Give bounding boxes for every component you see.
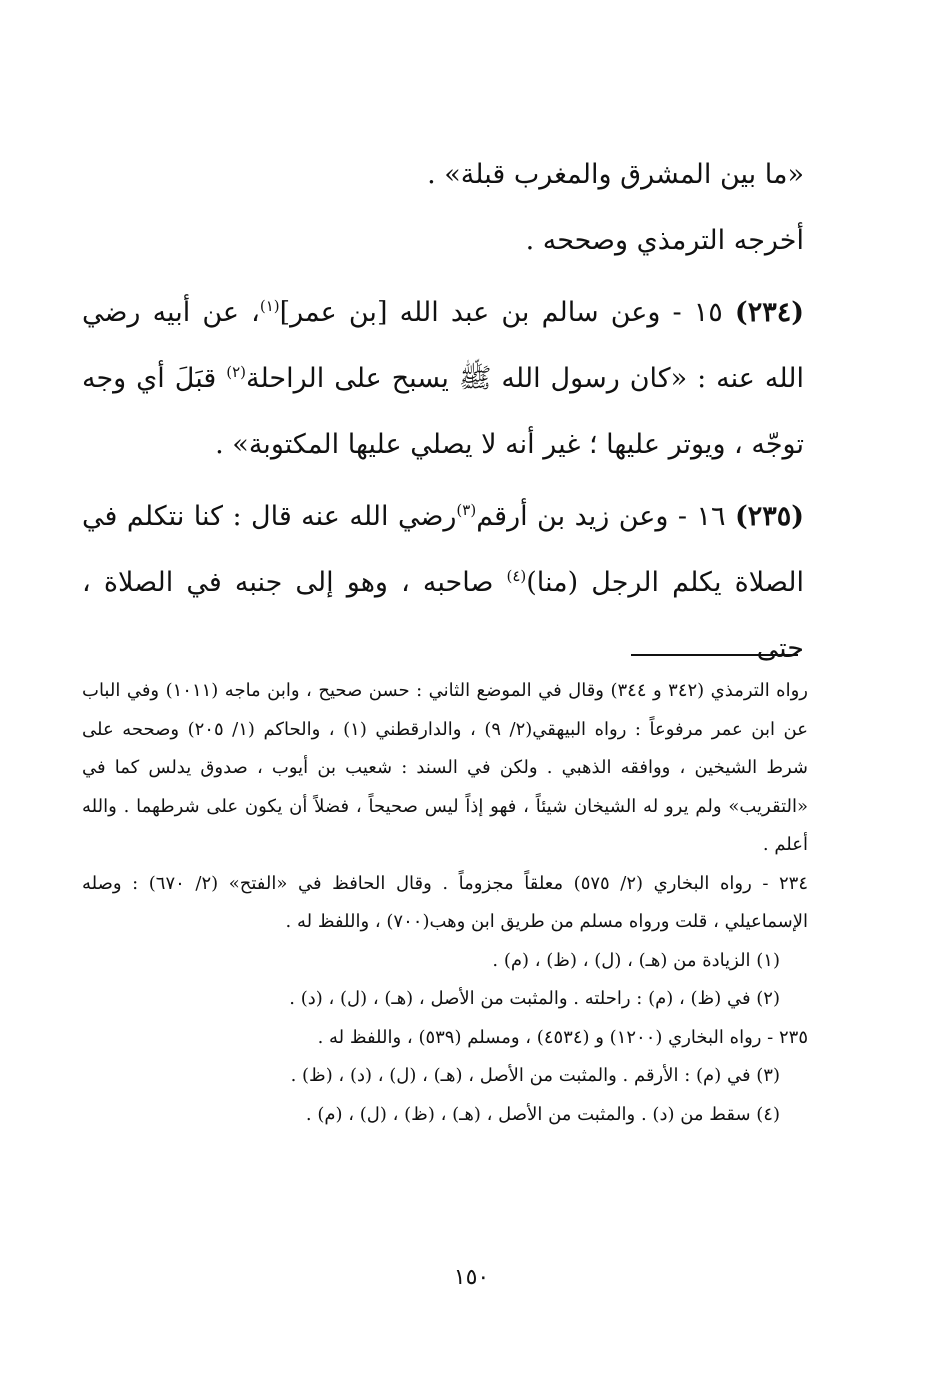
page-number: ١٥٠	[453, 1265, 490, 1290]
footnotes	[82, 672, 808, 1134]
footnote-separator	[631, 654, 798, 656]
hadith-234	[82, 280, 804, 478]
hadith-text: ١٦ - وعن زيد بن أرقم	[476, 501, 726, 532]
hadith-235	[82, 484, 804, 682]
footnote-ref: (٢)	[226, 363, 247, 381]
footnote-ref: (٤)	[506, 567, 527, 585]
footnote-ref: (١)	[259, 297, 280, 315]
hadith-text: ، عن أبيه رضي الله عنه : «كان رسول الله ﷺ يسبح على الراحلة	[82, 297, 805, 394]
hadith-text: قبَلَ أي وجه توجّه ، ويوتر عليها ؛ غير أنه لا يصلي عليها المكتوبة» .	[82, 363, 804, 460]
hadith-text: ١٥ - وعن سالم بن عبد الله [بن عمر]	[279, 297, 723, 328]
text-line-takhrij: أخرجه الترمذي وصححه .	[525, 225, 804, 256]
footnote: (٢) في (ظ) ، (م) : راحلته . والمثبت من الأصل ، (هـ) ، (ل) ، (د) .	[289, 988, 780, 1009]
hadith-number: (٢٣٤)	[734, 297, 804, 328]
footnote-ref: (٣)	[456, 501, 477, 519]
footnote: رواه الترمذي (٣٤٢ و ٣٤٤) وقال في الموضع الثاني : حسن صحيح ، وابن ماجه (١٠١١) وفي الباب عن ابن عمر مرفوعاً : رواه البيهقي(٢/ ٩) ، والدارقطني (١) ، والحاكم (١/ ٢٠٥) وصححه على شرط الشيخين ، ووافقه الذهبي . ولكن في السند : شعيب بن أيوب ، صدوق يدلس كما في «التقريب» ولم يرو له الشيخان شيئاً ، فهو إذاً ليس صحيحاً ، فضلاً أن يكون على شرطهما . والله أعلم .	[82, 680, 808, 855]
footnote: (٣) في (م) : الأرقم . والمثبت من الأصل ، (هـ) ، (ل) ، (د) ، (ظ) .	[290, 1065, 780, 1086]
text-line-quote: «ما بين المشرق والمغرب قبلة» .	[427, 159, 804, 190]
hadith-text: صاحبه ، وهو إلى جنبه في الصلاة ، حتى	[82, 567, 804, 664]
main-text	[82, 142, 804, 682]
footnote: ٢٣٤ - رواه البخاري (٢/ ٥٧٥) معلقاً مجزوماً . وقال الحافظ في «الفتح» (٢/ ٦٧٠) : وصله الإسماعيلي ، قلت ورواه مسلم من طريق ابن وهب(٧٠٠) ، واللفظ له .	[82, 872, 808, 932]
hadith-number: (٢٣٥)	[734, 501, 805, 532]
hadith-text: رضي الله عنه قال : كنا نتكلم في الصلاة يكلم الرجل (منا)	[82, 501, 804, 598]
footnote: (١) الزيادة من (هـ) ، (ل) ، (ظ) ، (م) .	[492, 949, 780, 971]
footnote: (٤) سقط من (د) . والمثبت من الأصل ، (هـ) ، (ظ) ، (ل) ، (م) .	[305, 1103, 780, 1125]
footnote: ٢٣٥ - رواه البخاري (١٢٠٠) و (٤٥٣٤) ، ومسلم (٥٣٩) ، واللفظ له .	[317, 1026, 808, 1048]
